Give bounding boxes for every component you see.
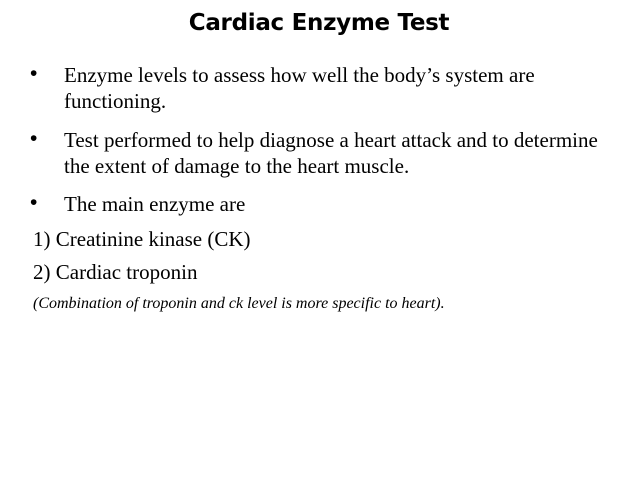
- bullet-item: [30, 127, 610, 179]
- italic-note: (Combination of troponin and ck level is more specific to heart).: [33, 295, 445, 312]
- bullet-marker: •: [30, 62, 38, 85]
- bullet-item: [30, 62, 610, 114]
- bullet-text: The main enzyme are: [64, 192, 246, 216]
- bullet-item: [30, 191, 610, 217]
- bullet-text: Enzyme levels to assess how well the body’s system are functioning.: [64, 63, 535, 113]
- bullet-text: Test performed to help diagnose a heart attack and to determine the extent of damage to the heart muscle.: [64, 128, 598, 178]
- slide-title: Cardiac Enzyme Test: [188, 10, 450, 36]
- numbered-item-ck: 1) Creatinine kinase (CK): [33, 227, 251, 251]
- bullet-marker: •: [30, 127, 38, 150]
- bullet-marker: •: [30, 191, 38, 214]
- numbered-item-troponin: 2) Cardiac troponin: [33, 260, 198, 284]
